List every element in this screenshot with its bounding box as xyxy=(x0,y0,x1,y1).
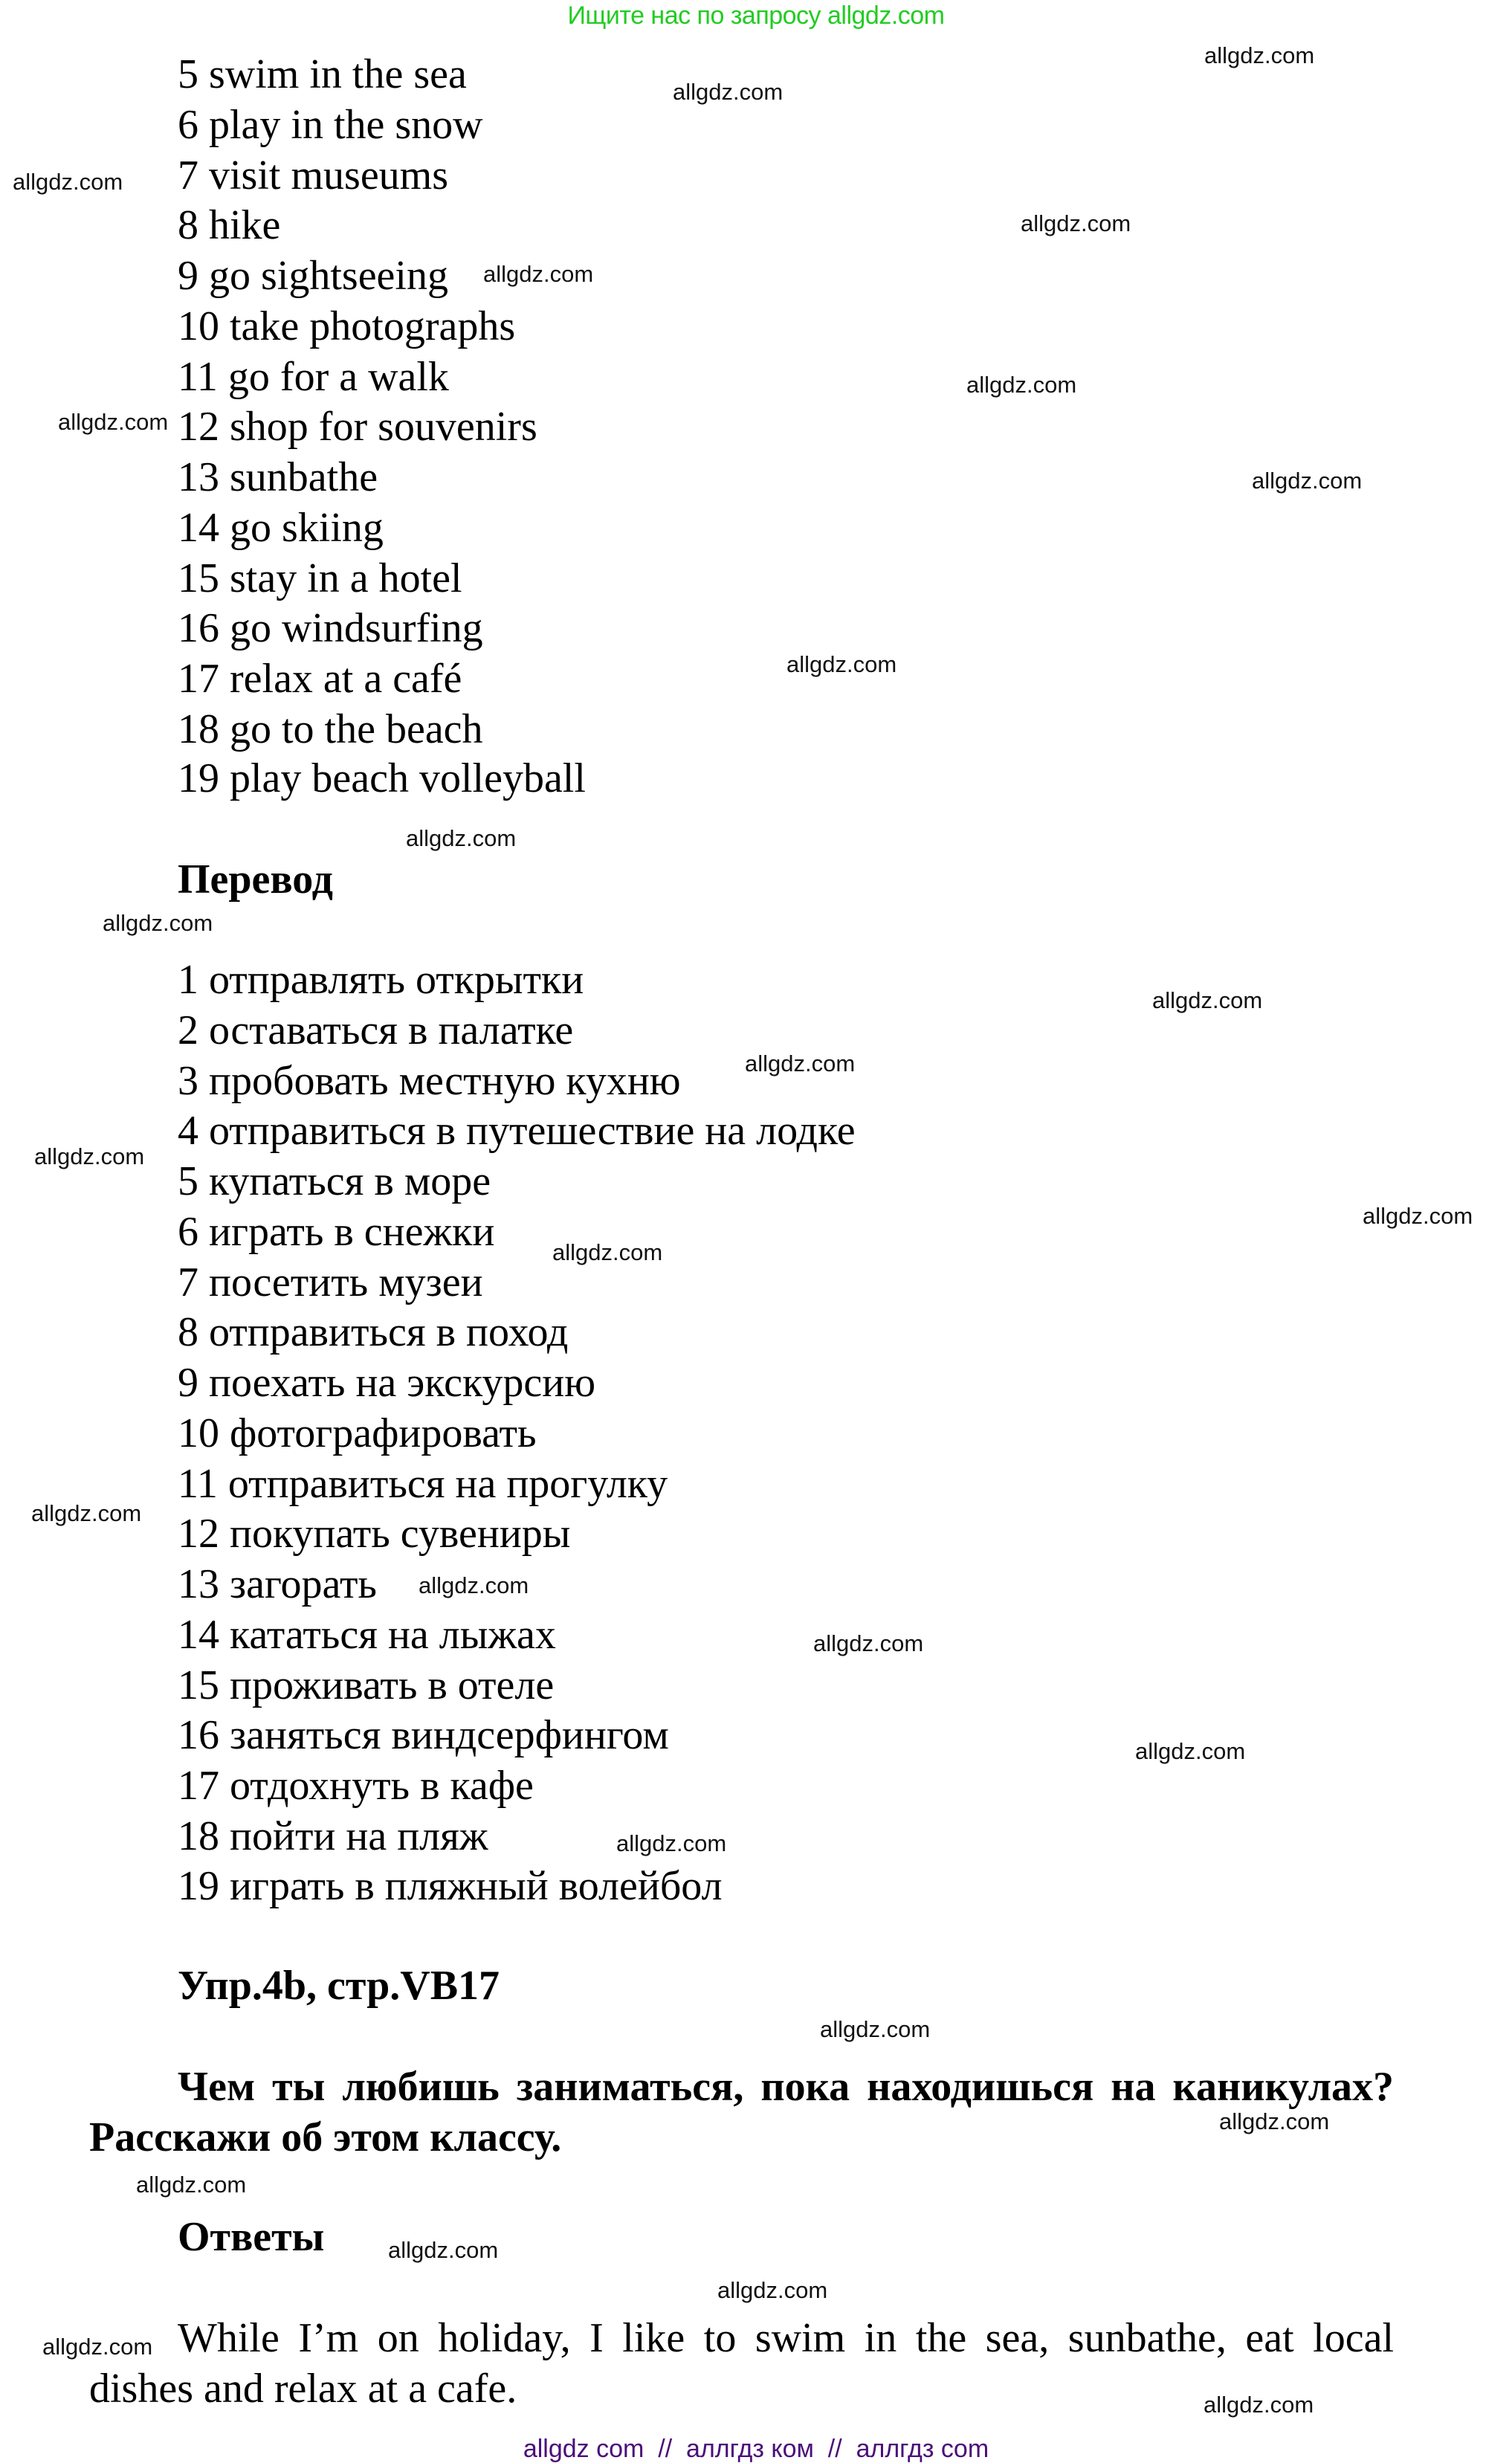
watermark: allgdz.com xyxy=(786,651,897,677)
translation-item: 19 играть в пляжный волейбол xyxy=(178,1863,723,1909)
exercise-question: Чем ты любишь заниматься, пока находишься на каникулах? Расскажи об этом классу. xyxy=(89,2064,1394,2160)
translation-item: 11 отправиться на прогулку xyxy=(178,1461,668,1507)
vocab-item: 11 go for a walk xyxy=(178,354,449,400)
watermark: allgdz.com xyxy=(419,1572,529,1598)
translation-item: 9 поехать на экскурсию xyxy=(178,1360,596,1406)
watermark: allgdz.com xyxy=(13,169,123,195)
translation-item: 7 посетить музеи xyxy=(178,1259,483,1305)
watermark: allgdz.com xyxy=(552,1239,663,1265)
watermark: allgdz.com xyxy=(1204,42,1315,68)
watermark: allgdz.com xyxy=(673,79,784,105)
search-banner-link[interactable]: Ищите нас по запросу allgdz.com xyxy=(567,1,945,30)
vocab-item: 12 shop for souvenirs xyxy=(178,404,537,450)
watermark: allgdz.com xyxy=(103,910,213,936)
vocab-item: 7 visit museums xyxy=(178,152,449,198)
watermark: allgdz.com xyxy=(745,1050,856,1076)
translation-item: 15 проживать в отеле xyxy=(178,1662,555,1708)
watermark: allgdz.com xyxy=(1219,2108,1330,2134)
translation-item: 12 покупать сувениры xyxy=(178,1511,571,1557)
translation-item: 18 пойти на пляж xyxy=(178,1813,488,1859)
watermark: allgdz.com xyxy=(1135,1738,1246,1764)
vocab-item: 5 swim in the sea xyxy=(178,51,467,97)
vocab-item: 18 go to the beach xyxy=(178,706,483,752)
translation-item: 1 отправлять открытки xyxy=(178,957,584,1003)
translation-item: 14 кататься на лыжах xyxy=(178,1612,556,1658)
watermark: allgdz.com xyxy=(1021,210,1131,236)
watermark: allgdz.com xyxy=(813,1630,924,1656)
watermark: allgdz.com xyxy=(717,2277,828,2303)
translation-item: 16 заняться виндсерфингом xyxy=(178,1712,669,1758)
vocab-item: 8 hike xyxy=(178,202,281,248)
vocab-item: 13 sunbathe xyxy=(178,454,378,500)
translation-item: 6 играть в снежки xyxy=(178,1209,495,1255)
translation-item: 2 оставаться в палатке xyxy=(178,1007,574,1053)
watermark: allgdz.com xyxy=(616,1830,727,1856)
translation-item: 3 пробовать местную кухню xyxy=(178,1058,681,1104)
watermark: allgdz.com xyxy=(1252,468,1363,494)
translation-item: 4 отправиться в путешествие на лодке xyxy=(178,1108,856,1154)
watermark: allgdz.com xyxy=(1152,987,1263,1013)
watermark: allgdz.com xyxy=(406,825,517,851)
watermark: allgdz.com xyxy=(966,372,1077,398)
exercise-title: Упр.4b, стр.VB17 xyxy=(178,1963,500,2009)
translation-item: 8 отправиться в поход xyxy=(178,1309,569,1355)
translation-item: 13 загорать xyxy=(178,1561,377,1607)
watermark: allgdz.com xyxy=(483,261,594,287)
watermark: allgdz.com xyxy=(1204,2392,1314,2418)
answer-text: While I’m on holiday, I like to swim in the sea, sunbathe, eat local dishes and relax at a cafe. xyxy=(89,2315,1394,2412)
watermark: allgdz.com xyxy=(42,2334,153,2360)
vocab-item: 9 go sightseeing xyxy=(178,253,448,299)
vocab-item: 14 go skiing xyxy=(178,505,384,551)
vocab-item: 16 go windsurfing xyxy=(178,605,483,651)
watermark: allgdz.com xyxy=(58,409,169,435)
watermark: allgdz.com xyxy=(388,2237,499,2263)
footer-links[interactable]: allgdz com // аллгдз ком // аллгдз com xyxy=(523,2435,989,2463)
translation-item: 17 отдохнуть в кафе xyxy=(178,1763,534,1809)
watermark: allgdz.com xyxy=(820,2016,931,2042)
watermark: allgdz.com xyxy=(31,1500,142,1526)
vocab-item: 19 play beach volleyball xyxy=(178,755,586,801)
vocab-item: 10 take photographs xyxy=(178,303,516,349)
translation-heading: Перевод xyxy=(178,856,333,903)
translation-item: 10 фотографировать xyxy=(178,1410,537,1456)
watermark: allgdz.com xyxy=(34,1143,145,1169)
watermark: allgdz.com xyxy=(1363,1203,1473,1229)
answers-heading: Ответы xyxy=(178,2214,325,2260)
translation-item: 5 купаться в море xyxy=(178,1158,491,1204)
vocab-item: 17 relax at a café xyxy=(178,656,462,702)
vocab-item: 6 play in the snow xyxy=(178,102,483,148)
watermark: allgdz.com xyxy=(136,2172,247,2198)
vocab-item: 15 stay in a hotel xyxy=(178,555,462,601)
